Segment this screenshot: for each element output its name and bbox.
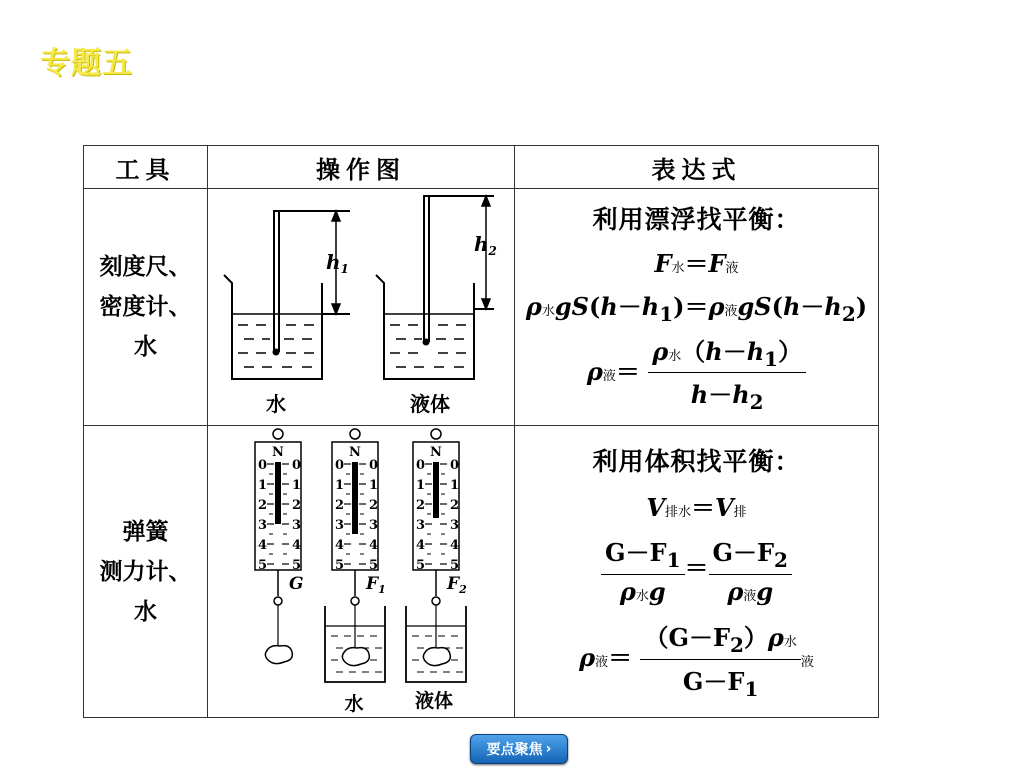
force-label: $F_2$ [447, 574, 467, 596]
scale-tick-label: 2 [450, 498, 460, 513]
tool-line: 水 [134, 334, 157, 360]
key-points-label: 要点聚焦 [486, 742, 543, 758]
scale-tick-label: 5 [369, 558, 379, 573]
scale-tick-label: 3 [369, 518, 379, 533]
h2-label: $h_2$ [474, 232, 497, 258]
hydrometer-bulb [423, 339, 430, 346]
force-label: G [289, 574, 304, 594]
fraction: $\frac{G-F_2}{\text{ρ液g}}$ [709, 533, 792, 606]
scale-unit-label: N [430, 445, 442, 460]
scale-tick-label: 5 [292, 558, 302, 573]
tool-cell-ruler [84, 189, 208, 426]
scale-tick-label: 1 [450, 478, 460, 493]
tool-line: 刻度尺、 [99, 254, 192, 280]
scale-tick-label: 2 [335, 498, 345, 513]
hydrometer-diagram-cell [208, 189, 515, 426]
scale-unit-label: N [272, 445, 284, 460]
topic-title: 专题五 [40, 46, 133, 81]
scale-hook [432, 597, 440, 605]
scale-tick-label: 2 [416, 498, 426, 513]
scale-tick-label: 0 [335, 458, 345, 473]
scale-indicator-bar [433, 462, 439, 518]
scale-top-ring [273, 429, 283, 439]
hydrometer-in-liquid [424, 196, 494, 341]
scale-tick-label: 2 [258, 498, 268, 513]
scale-tick-label: 0 [450, 458, 460, 473]
scale-top-ring [350, 429, 360, 439]
scale-tick-label: 1 [416, 478, 426, 493]
scale-tick-label: 2 [369, 498, 379, 513]
scale-tick-label: 5 [258, 558, 268, 573]
hydrometer-in-water [274, 211, 350, 351]
scale-tick-label: 3 [450, 518, 460, 533]
scale-tick-label: 0 [369, 458, 379, 473]
scale-tick-label: 0 [416, 458, 426, 473]
fraction: $\frac{G-F_1}{\text{ρ水g}}$ [601, 533, 684, 606]
scale-tick-label: 5 [416, 558, 426, 573]
fraction: $\frac{\rho 水(h-h_1)}{h-h_2}$ [648, 332, 806, 415]
expression-cell-volume [515, 426, 879, 718]
h1-label: $h_1$ [326, 250, 349, 276]
hydrometer-diagram [208, 189, 514, 425]
label-water: 水 [266, 392, 286, 416]
label-liquid: 液体 [410, 392, 450, 416]
spring-scale-diagram [208, 426, 514, 717]
equation-density-result: ρ液＝ $\frac{\rho 水(h-h_1)}{h-h_2}$ [515, 332, 878, 415]
tool-line: 测力计、 [99, 558, 192, 585]
scale-hook [351, 597, 359, 605]
expression-cell-float [515, 189, 879, 426]
scale-tick-label: 0 [292, 458, 302, 473]
scale-tick-label: 5 [335, 558, 345, 573]
scale-tick-label: 5 [450, 558, 460, 573]
equation-liquid-density: ρ液＝ $\frac{(G-F_2)\rho 水}{G-F_1}$ 液 [515, 618, 878, 701]
header-diagram: 操作图 [208, 146, 515, 189]
rock-icon [342, 648, 369, 666]
scale-tick-label: 3 [335, 518, 345, 533]
rock-icon [265, 646, 292, 664]
force-label: $F_1$ [366, 574, 386, 596]
tool-line: 密度计、 [99, 294, 192, 320]
table-row [84, 189, 879, 426]
expression-heading: 利用体积找平衡： [592, 447, 801, 477]
fraction: $\frac{(G-F_2)\rho 水}{G-F_1}$ [640, 618, 800, 701]
scale-unit-label: N [349, 445, 361, 460]
hydrometer-bulb [273, 349, 280, 356]
scale-tick-label: 1 [258, 478, 268, 493]
tool-cell-spring-scale [84, 426, 208, 718]
tool-line: 水 [134, 598, 157, 625]
scale-tick-label: 4 [369, 538, 379, 553]
scale-indicator-bar [275, 462, 281, 524]
header-tool: 工具 [84, 146, 208, 189]
scale-tick-label: 3 [258, 518, 268, 533]
equation-expanded: ρ水$gS(h-h_1)=\rho$液$gS(h-h_2)$ [525, 291, 868, 326]
scale-tick-label: 1 [369, 478, 379, 493]
rock-icon [423, 648, 450, 666]
tool-line: 弹簧 [122, 518, 169, 545]
scale-tick-label: 3 [292, 518, 302, 533]
scale-indicator-bar [352, 462, 358, 534]
comparison-table [83, 145, 879, 718]
scale-tick-label: 1 [292, 478, 302, 493]
table-header-row [84, 146, 879, 189]
equation-volume-expanded: $\frac{G-F_1}{\text{ρ水g}}$ ＝ $\frac{G-F_2}{\text{ρ液g}}$ [515, 533, 878, 606]
water-dashes [238, 325, 314, 367]
table-row [84, 426, 879, 718]
scale-tick-label: 0 [258, 458, 268, 473]
scale-tick-label: 2 [292, 498, 302, 513]
equation-volume: V排水＝V排 [646, 493, 747, 523]
key-points-button[interactable] [470, 734, 568, 764]
scale-tick-label: 4 [450, 538, 460, 553]
header-expression: 表达式 [515, 146, 879, 189]
scale-tick-label: 4 [416, 538, 426, 553]
label-liquid: 液体 [414, 690, 454, 712]
scale-tick-label: 3 [416, 518, 426, 533]
spring-scale-diagram-cell [208, 426, 515, 718]
scale-tick-label: 1 [335, 478, 345, 493]
scale-tick-label: 4 [258, 538, 268, 553]
equation-buoyancy: F水＝F液 [654, 248, 739, 278]
label-water: 水 [344, 693, 364, 715]
scale-tick-label: 4 [335, 538, 345, 553]
expression-heading: 利用漂浮找平衡： [592, 204, 801, 234]
chevron-right-icon: › [545, 741, 552, 757]
scale-top-ring [431, 429, 441, 439]
scale-hook [274, 597, 282, 605]
scale-tick-label: 4 [292, 538, 302, 553]
